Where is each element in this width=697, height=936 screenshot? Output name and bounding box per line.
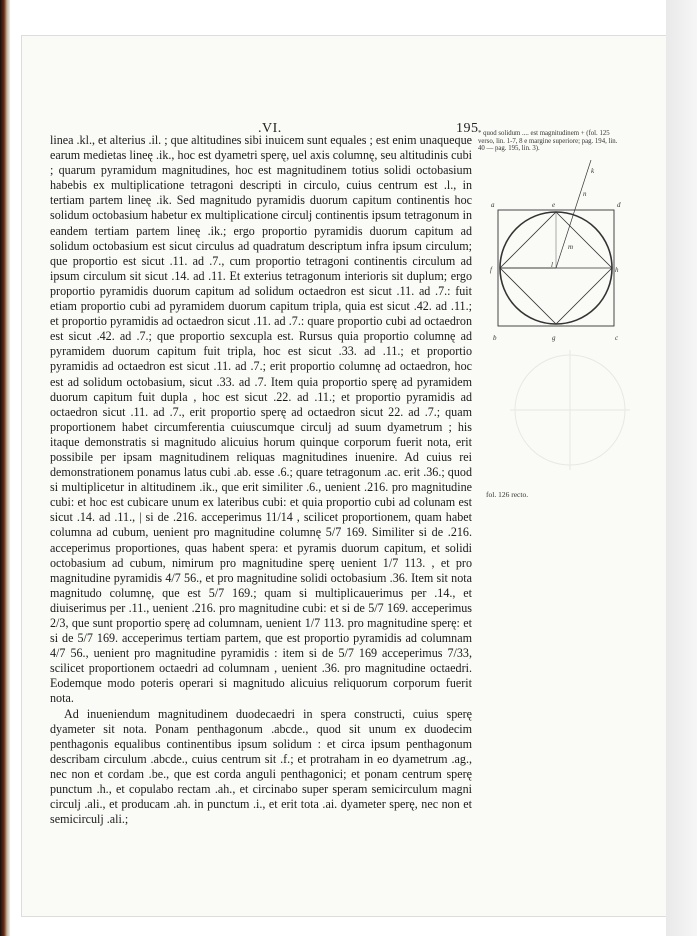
- label-h: h: [615, 266, 619, 274]
- paragraph: linea .kl., et alterius .il. ; que altitudines sibi inuicem sunt equales ; est enim unaqueque earum medietas lineę .ik., hoc est dyametri sperę, uel axis columnę, seu altitudinis cubi ; quarum pyramidum magnitudines, hoc est magnitudinem totius solidi octobasium habebis ex multiplicatione tetragoni descripti in circulo, cuius centrum est .l., in tertiam partem lineę .ik. Sed magnitudo pyramidis duorum capitum continentis hoc solidum octobasium habetur ex multiplicatione circulj continentis ipsum tetragonum in eandem tertiam partem lineę .ik.; ergo proportio pyramidis duorum capitum ad solidum octobasium est sicut circulus ad quadratum descriptum infra ipsum circulum; que proportio est sicut .11. ad .7., cum proportio tetragoni continentis circulum ad ipsum circulum sit sicut .14. ad .11. Et exterius tetragonum interioris sit duplum; ergo proportio pyramidis duorum capitum ad solidum octaedron est sicut .11. ad .7.: fuit etiam proportio cubi ad pyramidem duorum capitum tripla, quia est sicut .42. ad .11.; et proportio pyramidis ad octaedron sicut .11. ad .7.: quare proportio cubi ad octaedron est sicut .42. ad .7.; que proportio sexcupla est. Rursus quia proportio columnę ad pyramidem duorum capitum fuit tripla, hoc est sicut .33. ad .11.; et proportio pyramidis ad octaedron est sicut .11. ad .7.; erit proportio columnę ad octaedron, hoc est ad solidum octobasium, sicut .33. ad .7. Item quia proportio sperę ad pyramidem duorum capitum fuit dupla , hoc est sicut .22. ad .11.; et proportio pyramidis ad octaedron sicut .11. ad .7., erit proportio sperę ad octaedron sicut 22. ad .7.; quam proportionem habet circumferentia cuiuscumque circulj ad suum dyametrum ; his itaque demonstratis si magnitudo alicuius horum quinque corporum fuerit nota, erit possibile per ipsam magnitudinem reliquas magnitudines inuenire. Ad cuius rei demonstrationem ponamus latus cubi .ab. esse .6.; quare tetragonum .ac. erit .36.; quod si multiplicetur in altitudinem .ik., que erit similiter .6., uenient .216. pro magnitudine cubi: et hoc est cubicare unum ex lateribus cubi: et quia proportio cubi ad colunam est sicut .14. ad .11., | si de .216. acceperimus 11/14 , scilicet proportionem, quam habet columna ad cubum, uenient pro magnitudine columnę 5/7 169. Similiter si de .216. acceperimus proportiones, quas habent spera: et pyramis duorum capitum, et solidi octobasium ad cubum, nimirum pro magnitudine sperę uenient 1/7 113. , et pro magnitudine pyramidis 4/7 56., et pro magnitudine solidi octobasium .36. Item sit nota magnitudo columnę, que est 5/7 169.; quam si multiplicauerimus per .14., et diuiserimus per .11., uenient .216. pro magnitudine cubi: et si de 5/7 169. acceperimus 2/3, que sunt proportio sperę ad columnam, uenient 1/7 113. pro magnitudine sperę: et si de 5/7 169. acceperimus tertiam partem, que est proportio pyramidis ad columnam 4/7 56., uenient pro magnitudine pyramidis : item si de 5/7 169 acceperimus 7/33, scilicet proportionem octaedri ad columnam , uenient .36. pro magnitudine octaedri. Eodemque modo poteris operari si magnitudo alicuius reliquorum corporum fuerit nota.: [50, 133, 472, 706]
- running-title: .VI.: [258, 121, 282, 136]
- marginal-note-folio: fol. 126 recto.: [486, 490, 529, 499]
- show-through-figure: [480, 340, 660, 480]
- label-b: b: [493, 334, 497, 342]
- label-m: m: [568, 243, 574, 251]
- label-a: a: [491, 201, 495, 209]
- label-l: l: [551, 261, 553, 269]
- axis-line: [556, 160, 591, 268]
- main-text: [50, 133, 472, 827]
- label-f: f: [490, 266, 492, 274]
- label-e: e: [552, 201, 556, 209]
- label-d: d: [617, 201, 621, 209]
- label-n: n: [583, 190, 587, 198]
- geometric-figure: [484, 160, 634, 350]
- label-c: c: [615, 334, 619, 342]
- label-k: k: [591, 167, 595, 175]
- paragraph: Ad inueniendum magnitudinem duodecaedri in spera constructi, cuius sperę dyameter sit nota. Ponam penthagonum .abcde., quod sit unum ex duodecim penthagonis equalibus continentibus ipsum solidum : et circa ipsum penthagonum describam circulum .abcde., cuius centrum sit .f.; et protraham in eo dyametrum .ag., nec non et cordam .be., que est corda anguli penthagonici; et ponam centrum sperę punctum .h., et copulabo rectam .ah., et circinabo super speram semicirculum magni circulj .ali., et producam .ah. in punctum .i., et erit tota .ai. dyameter sperę, nec non et semicirculj .ali.;: [50, 706, 472, 827]
- page-number: 195: [456, 121, 479, 136]
- marginal-note-top: * quod solidum .... est magnitudinem + (fol. 125 verso, lin. 1-7, 8 e margine superiore; pag. 194, lin. 40 — pag. 195, lin. 3).: [478, 130, 618, 153]
- label-g: g: [552, 334, 556, 342]
- scan-margin: [666, 0, 697, 936]
- scan-edge: [0, 0, 10, 936]
